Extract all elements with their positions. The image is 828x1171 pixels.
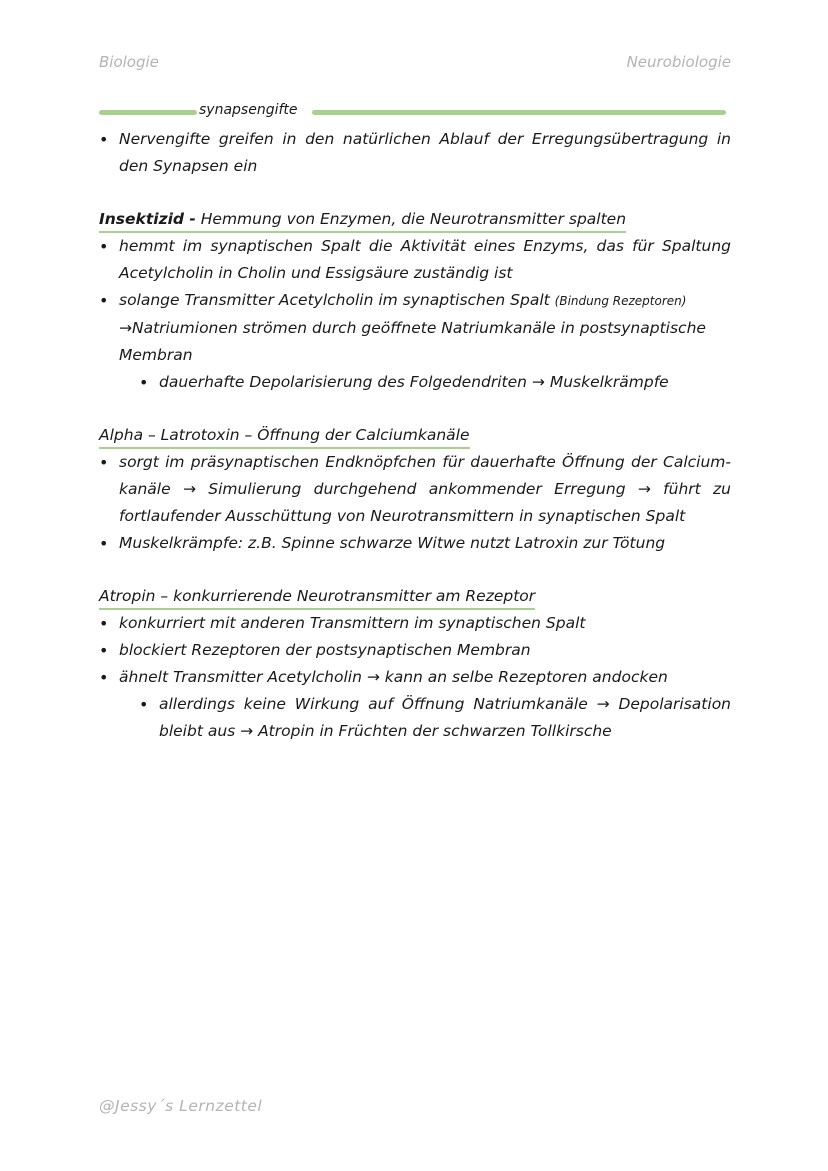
title-row bbox=[99, 104, 726, 122]
page-title: synapsengifte bbox=[199, 102, 298, 118]
section-heading-text: Hemmung von Enzymen, die Neurotransmitter spalten bbox=[195, 210, 627, 228]
list-item: • ähnelt Transmitter Acetylcholin → kann an selbe Rezeptoren andocken bbox=[99, 664, 731, 691]
arrow-line bbox=[99, 315, 731, 369]
list-item: • sorgt im präsynaptischen Endknöpfchen für dauerhafte Öffnung der Calcium-kanäle → Simulierung durchgehend ankommender Erregung → führt zu fortlaufender Ausschüttung von Neurotransmittern in synaptischen Spalt bbox=[99, 449, 731, 530]
list-item-text: solange Transmitter Acetylcholin im synaptischen Spalt bbox=[119, 291, 555, 309]
list-item: • blockiert Rezeptoren der postsynaptischen Membran bbox=[99, 637, 731, 664]
list-item: • Nervengifte greifen in den natürlichen Ablauf der Erregungsübertragung in den Synapsen ein bbox=[99, 126, 731, 180]
section-list bbox=[99, 610, 731, 691]
section-heading-atropin: Atropin – konkurrierende Neurotransmitter am Rezeptor bbox=[99, 584, 535, 610]
arrow-line-text: →Natriumionen strömen durch geöffnete Natriumkanäle in postsynaptische Membran bbox=[119, 319, 706, 364]
sub-list bbox=[139, 691, 731, 745]
title-rule-left bbox=[99, 110, 197, 115]
section-list bbox=[99, 449, 731, 557]
title-rule-right bbox=[312, 110, 726, 115]
header-subject: Biologie bbox=[99, 53, 159, 71]
content bbox=[99, 126, 731, 745]
list-item: • konkurriert mit anderen Transmittern im synaptischen Spalt bbox=[99, 610, 731, 637]
header-topic: Neurobiologie bbox=[626, 53, 731, 71]
section-heading-bold: Insektizid - bbox=[99, 210, 196, 228]
section-list bbox=[99, 233, 731, 315]
intro-list bbox=[99, 126, 731, 180]
list-item bbox=[99, 287, 731, 315]
section-heading-latrotoxin: Alpha – Latrotoxin – Öffnung der Calciumkanäle bbox=[99, 423, 470, 449]
list-item: • hemmt im synaptischen Spalt die Aktivität eines Enzyms, das für Spaltung Acetylcholin in Cholin und Essigsäure zuständig ist bbox=[99, 233, 731, 287]
footer-credit: @Jessy´s Lernzettel bbox=[99, 1097, 263, 1115]
sub-list-item: • dauerhafte Depolarisierung des Folgedendriten → Muskelkrämpfe bbox=[139, 369, 731, 396]
sub-list-item: • allerdings keine Wirkung auf Öffnung Natriumkanäle → Depolarisation bleibt aus → Atropin in Früchten der schwarzen Tollkirsche bbox=[139, 691, 731, 745]
list-item-note: (Bindung Rezeptoren) bbox=[554, 294, 687, 308]
list-item: • Muskelkrämpfe: z.B. Spinne schwarze Witwe nutzt Latroxin zur Tötung bbox=[99, 530, 731, 557]
section-heading-insektizid bbox=[99, 207, 626, 233]
sub-list bbox=[139, 369, 731, 396]
